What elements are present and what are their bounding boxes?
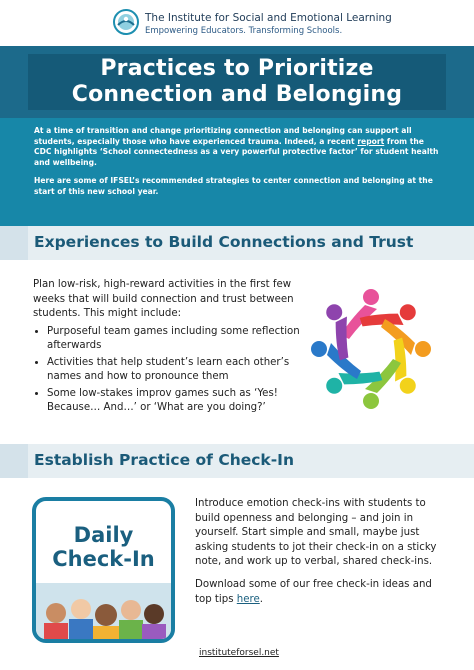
section-1-heading-band — [0, 226, 474, 260]
card-title-line-2: Check-In — [52, 547, 155, 571]
person-figure-orange — [381, 319, 431, 357]
heading-accent-bar — [0, 444, 28, 478]
ifsel-logo-icon — [113, 9, 139, 35]
section-1-list — [33, 325, 303, 416]
section-2-paragraph-2 — [195, 578, 440, 607]
card-title-line-1: Daily — [73, 523, 134, 547]
download-text-end: . — [259, 593, 263, 605]
intro-band — [0, 118, 474, 228]
check-in-ideas-link[interactable]: here — [236, 593, 260, 605]
daily-check-in-card — [32, 497, 175, 643]
intro-paragraph-2: Here are some of IFSEL’s recommended strategies to center connection and belonging at the start of this new school year. — [34, 176, 433, 196]
download-text: Download some of our free check-in ideas and top tips — [195, 578, 432, 605]
section-2-heading-band — [0, 444, 474, 478]
section-2-heading: Establish Practice of Check-In — [34, 451, 294, 469]
intro-text-a: At a time of transition and change prioritizing connection and belonging can support all students, especially those who have experienced trauma. Indeed, a recent — [34, 126, 412, 146]
person-figure-blue — [311, 341, 361, 379]
connected-people-illustration — [306, 284, 436, 414]
heading-accent-bar — [0, 226, 28, 260]
intro-paragraph-1 — [34, 126, 440, 168]
daily-check-in-title — [36, 523, 171, 571]
person-figure-green — [363, 359, 401, 409]
list-item: • Purposeful team games including some reflection afterwards — [47, 325, 303, 354]
website-link[interactable]: instituteforsel.net — [199, 648, 279, 658]
title-band — [0, 46, 474, 118]
section-1-lead: Plan low-risk, high-reward activities in the first few weeks that will build connection and trust between students. This might include: — [33, 279, 294, 319]
page-title — [72, 56, 402, 108]
title-line-2: Connection and Belonging — [71, 82, 403, 107]
org-name: The Institute for Social and Emotional Learning — [145, 12, 392, 24]
page-header — [0, 0, 474, 46]
title-box — [28, 54, 446, 110]
students-photo — [36, 583, 171, 641]
section-2-body — [195, 497, 440, 615]
section-2-paragraph-1: Introduce emotion check-ins with students to build openness and belonging – and join in yourself. Start simple and small, maybe just asking students to jot their check-in on a sticky note, and work up to verbal, shared check-ins. — [195, 498, 437, 568]
list-item: • Activities that help student’s learn each other’s names and how to pronounce them — [47, 356, 303, 385]
list-item: • Some low-stakes improv games such as ‘Yes! Because… And…’ or ‘What are you doing?’ — [47, 387, 303, 416]
title-line-1: Practices to Prioritize — [100, 56, 374, 81]
intro-text-b: from the CDC highlights ‘School connectedness as a very powerful protective factor’ for student health and wellbeing. — [34, 136, 439, 167]
section-1-heading: Experiences to Build Connections and Trust — [34, 233, 414, 251]
org-tagline: Empowering Educators. Transforming Schools. — [145, 26, 343, 36]
cdc-report-link[interactable]: report — [357, 136, 385, 146]
person-figure-pink — [341, 289, 379, 339]
section-1-body — [33, 278, 303, 418]
